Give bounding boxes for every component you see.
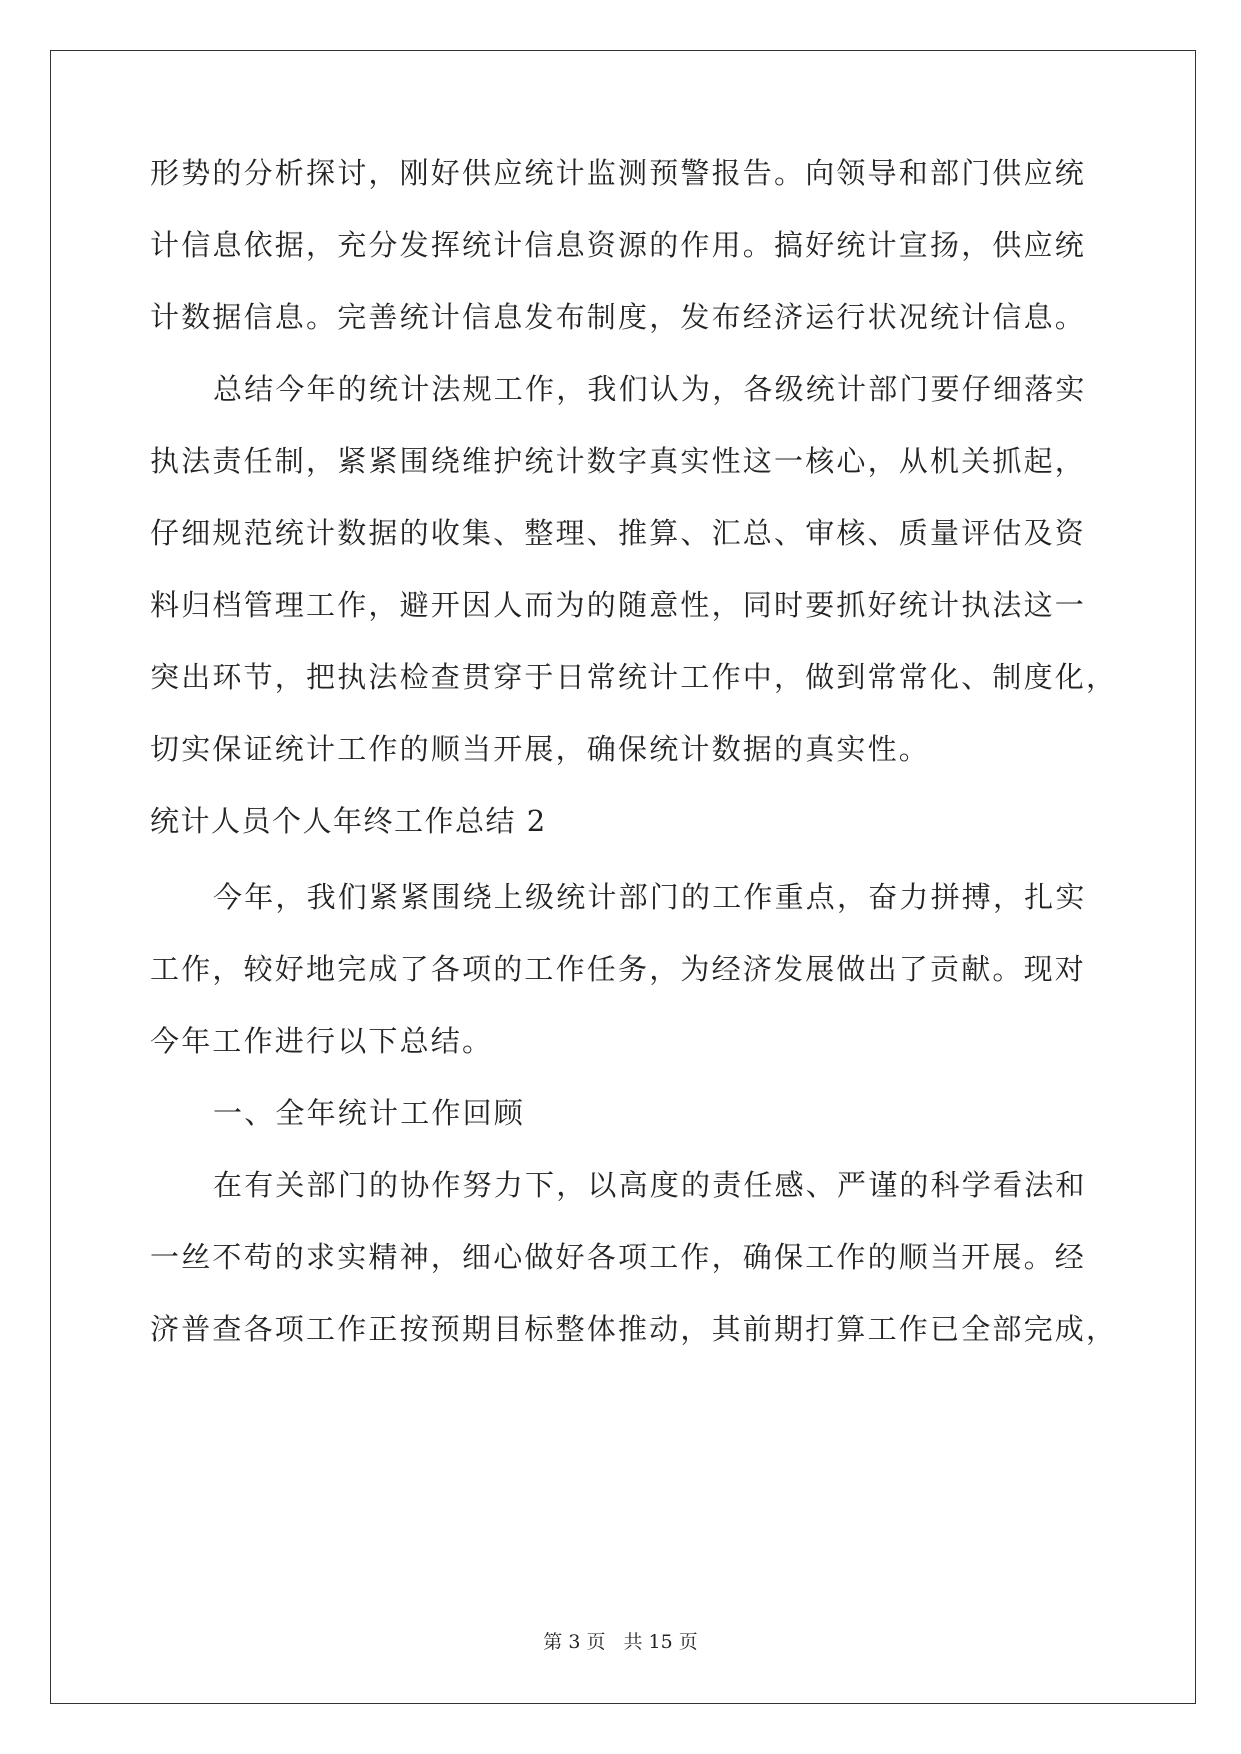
- paragraph-line: 在有关部门的协作努力下，以高度的责任感、严谨的科学看法和: [213, 1168, 1087, 1202]
- paragraph-line: 济普查各项工作正按预期目标整体推动，其前期打算工作已全部完成，: [150, 1312, 1118, 1346]
- paragraph-line: 执法责任制，紧紧围绕维护统计数字真实性这一核心，从机关抓起，: [150, 444, 1087, 478]
- page-number: 第 3 页: [543, 1631, 606, 1653]
- paragraph-line: 一丝不苟的求实精神，细心做好各项工作，确保工作的顺当开展。经: [150, 1240, 1087, 1274]
- page-total: 共 15 页: [623, 1631, 698, 1653]
- paragraph-line: 计数据信息。完善统计信息发布制度，发布经济运行状况统计信息。: [150, 300, 1087, 334]
- paragraph-line: 工作，较好地完成了各项的工作任务，为经济发展做出了贡献。现对: [150, 952, 1087, 986]
- paragraph-line: 总结今年的统计法规工作，我们认为，各级统计部门要仔细落实: [213, 372, 1087, 406]
- paragraph-line: 切实保证统计工作的顺当开展，确保统计数据的真实性。: [150, 732, 931, 766]
- paragraph-line: 突出环节，把执法检查贯穿于日常统计工作中，做到常常化、制度化，: [150, 660, 1118, 694]
- section-heading: 统计人员个人年终工作总结 2: [150, 804, 547, 838]
- paragraph-line: 今年工作进行以下总结。: [150, 1024, 494, 1058]
- paragraph-line: 仔细规范统计数据的收集、整理、推算、汇总、审核、质量评估及资: [150, 516, 1087, 550]
- paragraph-line: 计信息依据，充分发挥统计信息资源的作用。搞好统计宣扬，供应统: [150, 228, 1087, 262]
- page-footer: [0, 1630, 1241, 1654]
- subsection-heading: 一、全年统计工作回顾: [213, 1096, 526, 1130]
- paragraph-line: 今年，我们紧紧围绕上级统计部门的工作重点，奋力拼搏，扎实: [213, 880, 1087, 914]
- paragraph-line: 形势的分析探讨，刚好供应统计监测预警报告。向领导和部门供应统: [150, 156, 1087, 190]
- paragraph-line: 料归档管理工作，避开因人而为的随意性，同时要抓好统计执法这一: [150, 588, 1087, 622]
